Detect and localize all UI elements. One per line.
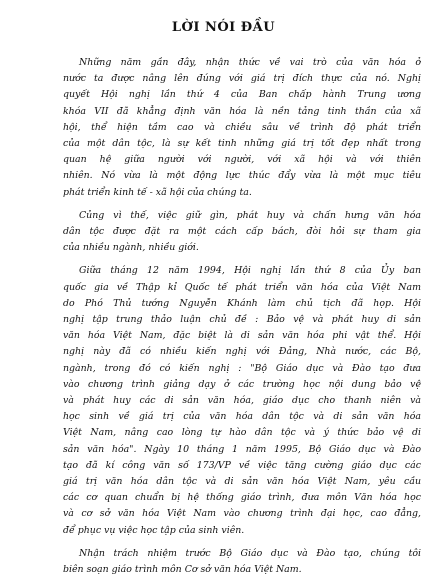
paragraph (63, 263, 421, 538)
paragraph (63, 208, 421, 257)
text-line: khóa VII đã khẳng định văn hóa là nền tảng tinh thần của xã (63, 105, 421, 117)
text-line: văn hóa Việt Nam, đặc biệt là di sản văn hóa phi vật thể. Hội (63, 330, 421, 342)
text-line: quyết Hội nghị lần thứ 4 của Ban chấp hành Trung ương (63, 89, 421, 101)
page-title: LỜI NÓI ĐẦU (171, 20, 276, 35)
text-line: của nhiều ngành, nhiều giới. (63, 242, 199, 254)
paragraph (63, 546, 421, 578)
text-line: Việt Nam, nâng cao lòng tự hào dân tộc và ý thức bảo vệ di (63, 427, 421, 439)
text-line: nước ta được nâng lên đúng với giá trị đích thực của nó. Nghị (63, 73, 421, 85)
text-line: nhiên. Nó vừa là một động lực thúc đẩy vừa là một mục tiêu (63, 170, 421, 182)
text-line: Củng vì thế, việc giữ gìn, phát huy và chấn hưng văn hóa (79, 209, 421, 221)
text-line: và cơ sở văn hóa Việt Nam vào chương trình đại học, cao đẳng, (63, 508, 421, 520)
text-line: biên soạn giáo trình môn Cơ sở văn hóa Việt Nam. (63, 564, 302, 576)
text-line: để phục vụ việc học tập của sinh viên. (63, 524, 245, 536)
text-line: vào chương trình giảng dạy ở các trường học nội dung bảo vệ (63, 378, 421, 390)
document-body (63, 55, 421, 585)
text-line: Những năm gần đây, nhận thức về vai trò của văn hóa ở (79, 57, 421, 68)
text-line: Giữa tháng 12 năm 1994, Hội nghị lần thứ 8 của Ủy ban (79, 265, 421, 277)
text-line: phát triển kinh tế - xã hội của chúng ta. (63, 186, 252, 198)
paragraph (63, 55, 421, 201)
text-line: quốc gia về Thập kỉ Quốc tế phát triển văn hóa của Việt Nam (63, 281, 421, 293)
text-line: học sinh về giá trị của văn hóa dân tộc và di sản văn hóa (63, 411, 421, 423)
text-line: giá trị văn hóa dân tộc và di sản văn hóa Việt Nam, yêu cầu (63, 476, 421, 488)
text-line: do Phó Thủ tướng Nguyễn Khánh làm chủ tịch đã họp. Hội (63, 297, 421, 309)
text-line: dân tộc được đặt ra một cách cấp bách, đòi hỏi sự tham gia (63, 226, 421, 238)
text-line: Nhận trách nhiệm trước Bộ Giáo dục và Đào tạo, chúng tôi (79, 547, 421, 559)
text-line: tạo đã kí công văn số 173/VP về việc tăng cường giáo dục các (63, 459, 421, 471)
text-line: nghị này đã có nhiều kiến nghị với Đảng, Nhà nước, các Bộ, (63, 346, 421, 358)
text-line: các cơ quan chuẩn bị hệ thống giáo trình, đưa môn Văn hóa học (63, 492, 421, 504)
text-line: và phát huy các di sản văn hóa, giáo dục cho thanh niên và (63, 395, 421, 407)
text-line: ngành, trong đó có kiến nghị : "Bộ Giáo dục và Đào tạo đưa (63, 362, 421, 374)
text-line: của một dân tộc, là sự kết tinh những giá trị tốt đẹp nhất trong (63, 138, 421, 150)
text-line: sản văn hóa". Ngày 10 tháng 1 năm 1995, Bộ Giáo dục và Đào (63, 443, 421, 455)
text-line: nghị tập trung thảo luận chủ đề : Bảo vệ và phát huy di sản (63, 314, 421, 326)
text-line: hội, thể hiện tầm cao và chiều sâu về trình độ phát triển (63, 121, 421, 133)
text-line: quan hệ giữa người với người, với xã hội và với thiên (63, 154, 421, 166)
